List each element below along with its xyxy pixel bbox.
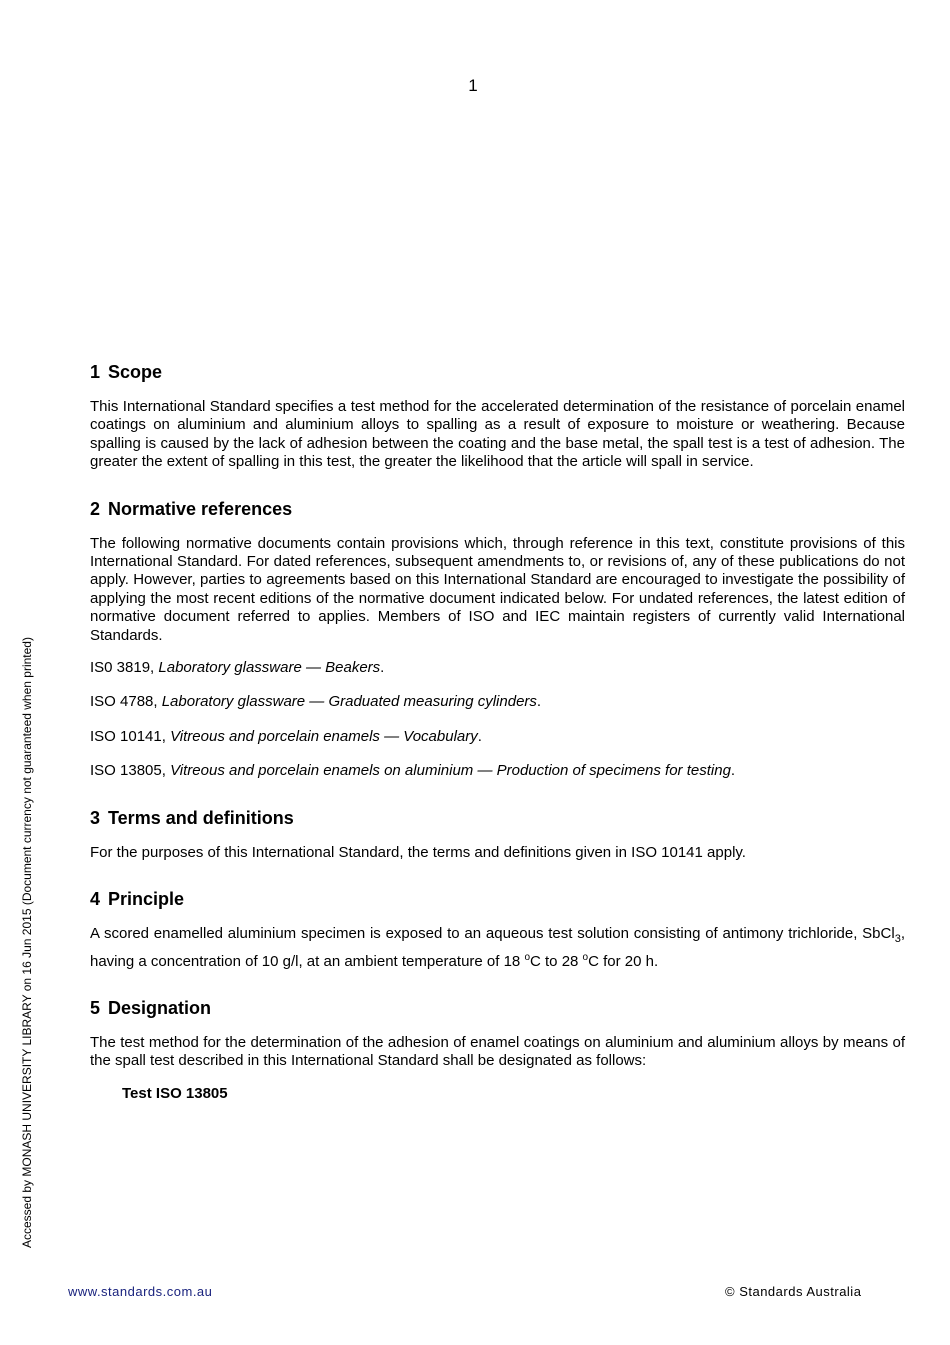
page-number: 1	[468, 76, 478, 95]
section-number: 3	[90, 807, 101, 828]
reference-title: Vitreous and porcelain enamels on aluminium — Production of specimens for testing	[170, 762, 731, 780]
section-designation	[90, 996, 905, 1102]
section-heading	[90, 360, 905, 384]
document-body	[90, 360, 905, 1127]
designation-example: Test ISO 13805	[122, 1084, 228, 1102]
section-heading	[90, 996, 905, 1020]
text-run: C to 28	[530, 952, 583, 970]
section-heading	[90, 806, 905, 830]
section-principle	[90, 887, 905, 971]
section-title: Terms and definitions	[108, 807, 294, 828]
degree-symbol: o	[582, 951, 589, 963]
section-title: Scope	[108, 362, 163, 382]
text-run: A scored enamelled aluminium specimen is exposed to an aqueous test solution consisting of antimony trichloride, SbCl	[90, 925, 895, 943]
section-heading	[90, 887, 905, 911]
degree-symbol: o	[524, 951, 531, 963]
section-number: 1	[90, 362, 101, 382]
reference-title: Laboratory glassware — Beakers	[158, 659, 381, 677]
reference-code: ISO 4788,	[90, 693, 162, 711]
section-scope	[90, 360, 905, 472]
section-terms	[90, 806, 905, 862]
section-title: Designation	[108, 997, 212, 1018]
reference-end: .	[477, 727, 482, 745]
access-notice: Accessed by MONASH UNIVERSITY LIBRARY on 16 Jun 2015 (Document currency not guaranteed when printed)	[20, 637, 34, 1248]
section-normative-references	[90, 497, 905, 781]
reference-code: ISO 13805,	[90, 762, 171, 780]
paragraph: The test method for the determination of the adhesion of enamel coatings on aluminium and aluminium alloys by means of the spall test described in this International Standard shall be designated as follows:	[90, 1033, 905, 1070]
section-number: 2	[90, 498, 101, 519]
reference-item	[90, 693, 905, 711]
reference-end: .	[380, 659, 385, 677]
paragraph: This International Standard specifies a test method for the accelerated determination of the resistance of porcelain enamel coatings on aluminium and aluminium alloys to spalling as a result of exposure to moisture or weathering. Because spalling is caused by the lack of adhesion between the coating and the base metal, the spall test is a test of adhesion. The greater the extent of spalling in this test, the greater the likelihood that the article will spall in service.	[90, 398, 905, 471]
reference-item	[90, 762, 905, 780]
reference-code: IS0 3819,	[90, 659, 159, 677]
subscript: 3	[894, 933, 901, 946]
paragraph: The following normative documents contain provisions which, through reference in this text, constitute provisions of this International Standard. For dated references, subsequent amendments to, or revisions of, any of these publications do not apply. However, parties to agreements based on this International Standard are encouraged to investigate the possibility of applying the most recent editions of the normative document indicated below. For undated references, the latest edition of normative document referred to applies. Members of ISO and IEC maintain registers of currently valid International Standards.	[90, 534, 905, 644]
paragraph	[90, 925, 905, 971]
footer-website-link[interactable]: www.standards.com.au	[68, 1284, 213, 1299]
section-number: 5	[90, 997, 101, 1018]
section-heading	[90, 497, 905, 521]
section-number: 4	[90, 889, 101, 910]
text-run: C for 20 h.	[588, 952, 659, 970]
text-run: , having a concentration of 10 g/l, at an ambient temperature of 18	[90, 925, 905, 970]
reference-code: ISO 10141,	[90, 727, 171, 745]
reference-item	[90, 659, 905, 677]
section-title: Normative references	[108, 498, 293, 519]
reference-end: .	[536, 693, 542, 711]
section-title: Principle	[108, 889, 185, 910]
reference-title: Laboratory glassware — Graduated measuring cylinders	[161, 693, 537, 711]
reference-title: Vitreous and porcelain enamels — Vocabulary	[170, 727, 478, 745]
reference-end: .	[730, 762, 736, 780]
footer-copyright: © Standards Australia	[725, 1284, 862, 1299]
paragraph: For the purposes of this International Standard, the terms and definitions given in ISO 10141 apply.	[90, 843, 746, 861]
reference-item	[90, 728, 905, 746]
